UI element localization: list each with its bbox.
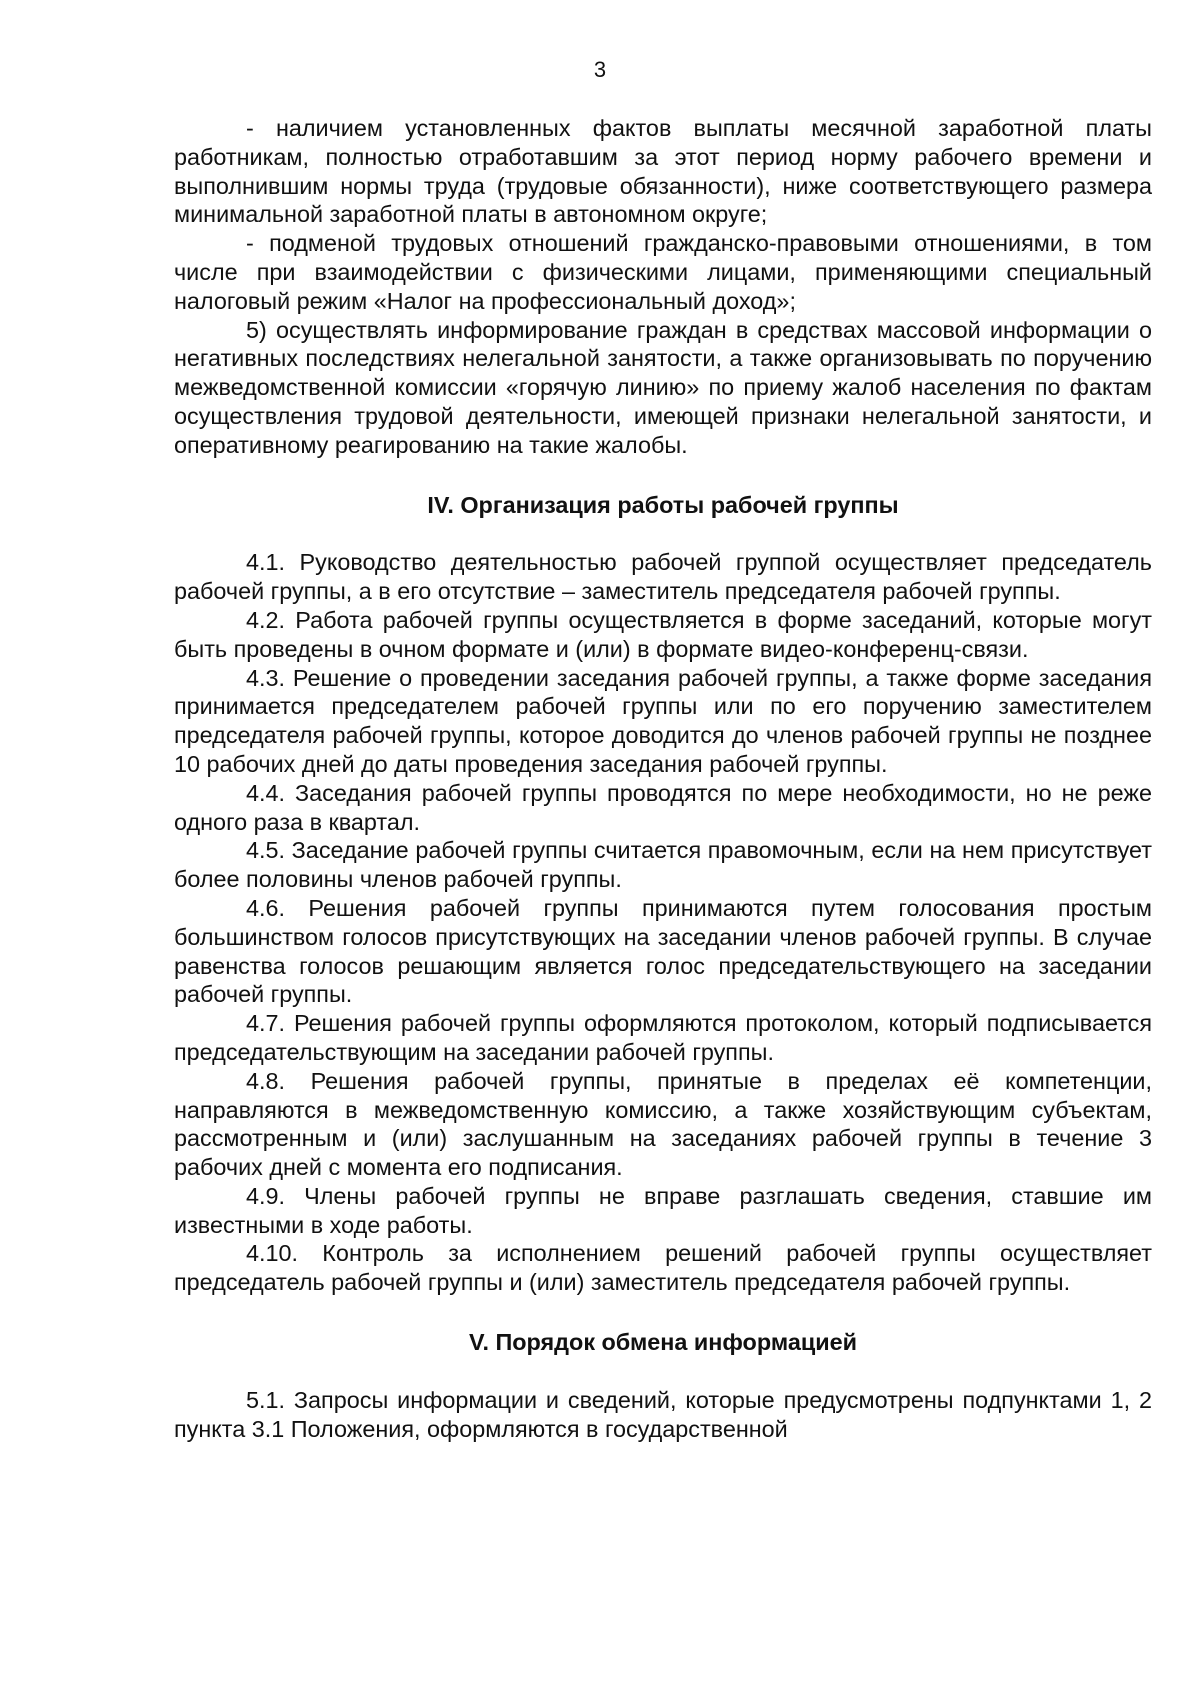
paragraph-4-3: 4.3. Решение о проведении заседания рабочей группы, а также форме заседания принимается председателем рабочей группы или по его поручению заместителем председателя рабочей группы, которое доводится до членов рабочей группы не позднее 10 рабочих дней до даты проведения заседания рабочей группы. [174,664,1152,777]
section-5-heading: V. Порядок обмена информацией [469,1329,857,1356]
paragraph-4-6: 4.6. Решения рабочей группы принимаются путем голосования простым большинством голосов присутствующих на заседании членов рабочей группы. В случае равенства голосов решающим является голос председательствующего на заседании рабочей группы. [174,894,1152,1008]
paragraph-4-5: 4.5. Заседание рабочей группы считается правомочным, если на нем присутствует более половины членов рабочей группы. [174,837,1152,893]
paragraph-5-1: 5.1. Запросы информации и сведений, которые предусмотрены подпунктами 1, 2 пункта 3.1 Положения, оформляются в государственной [174,1386,1152,1442]
document-body [174,114,1152,1443]
paragraph-4-2: 4.2. Работа рабочей группы осуществляется в форме заседаний, которые могут быть проведены в очном формате и (или) в формате видео-конференц-связи. [174,606,1152,662]
paragraph-item-5-informing: 5) осуществлять информирование граждан в средствах массовой информации о негативных последствиях нелегальной занятости, а также организовывать по поручению межведомственной комиссии «горячую линию» по приему жалоб населения по фактам осуществления трудовой деятельности, имеющей признаки нелегальной занятости, и оперативному реагированию на такие жалобы. [174,316,1152,458]
paragraph-4-4: 4.4. Заседания рабочей группы проводятся по мере необходимости, но не реже одного раза в квартал. [174,779,1152,835]
paragraph-4-8: 4.8. Решения рабочей группы, принятые в пределах её компетенции, направляются в межведомственную комиссию, а также хозяйствующим субъектам, рассмотренным и (или) заслушанным на заседаниях рабочей группы в течение 3 рабочих дней с момента его подписания. [174,1067,1152,1181]
paragraph-violation-low-wage: - наличием установленных фактов выплаты месячной заработной платы работникам, полностью отработавшим за этот период норму рабочего времени и выполнившим нормы труда (трудовые обязанности), ниже соответствующего размера минимальной заработной платы в автономном округе; [174,115,1152,228]
paragraph-4-1: 4.1. Руководство деятельностью рабочей группой осуществляет председатель рабочей группы, а в его отсутствие – заместитель председателя рабочей группы. [174,549,1152,605]
paragraph-4-9: 4.9. Члены рабочей группы не вправе разглашать сведения, ставшие им известными в ходе работы. [174,1182,1152,1238]
paragraph-4-10: 4.10. Контроль за исполнением решений рабочей группы осуществляет председатель рабочей группы и (или) заместитель председателя рабочей группы. [174,1240,1152,1296]
page-number: 3 [593,57,607,82]
paragraph-violation-civil-contracts: - подменой трудовых отношений гражданско-правовыми отношениями, в том числе при взаимодействии с физическими лицами, применяющими специальный налоговый режим «Налог на профессиональный доход»; [174,230,1152,314]
section-4-heading: IV. Организация работы рабочей группы [427,491,899,518]
paragraph-4-7: 4.7. Решения рабочей группы оформляются протоколом, который подписывается председательствующим на заседании рабочей группы. [174,1010,1152,1065]
